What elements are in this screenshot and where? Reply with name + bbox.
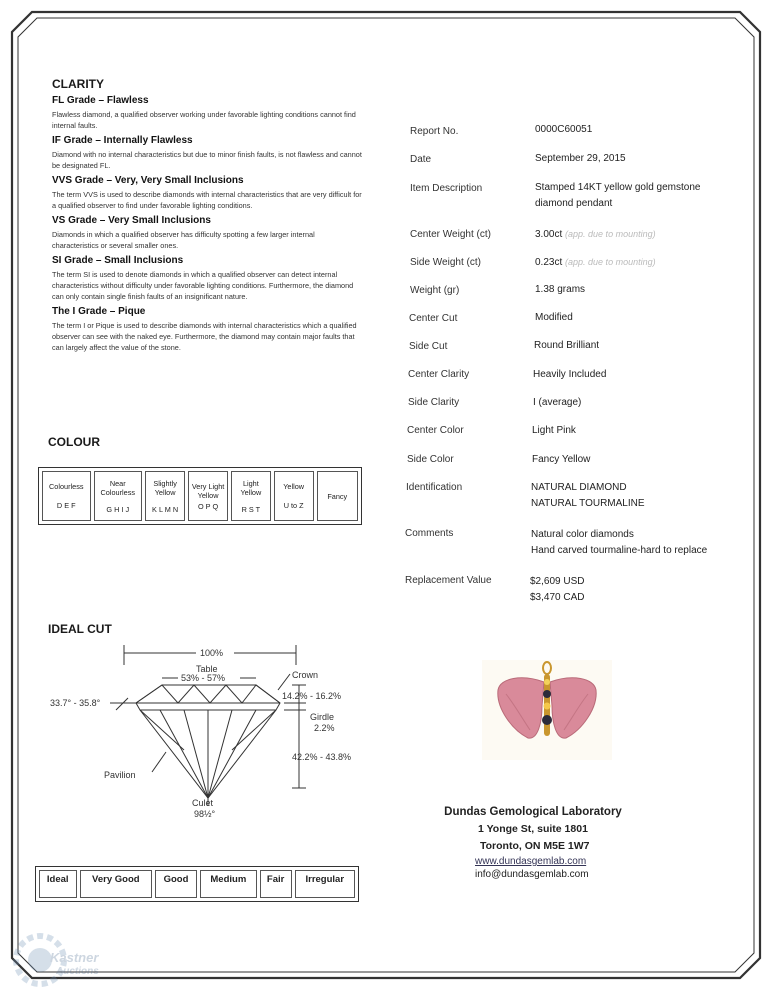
grade-vvs [52, 175, 362, 211]
cut-grade-fair: Fair [260, 870, 292, 898]
colour-name: Colourless [49, 482, 84, 491]
report-label: Center Color [407, 425, 464, 436]
watermark-line2: Auctions [56, 966, 99, 977]
diagram-girdle-label: Girdle [310, 712, 335, 722]
lab-info [428, 806, 638, 880]
grade-desc: The term I or Pique is used to describe diamonds with internal characteristics which a qualified observer can see with the naked eye. Furthermore, the diamond may contain major faults that can largely affect the value of the stone. [52, 321, 357, 352]
report-value-multiline [530, 574, 584, 606]
colour-name: Fancy [327, 491, 348, 501]
grade-title: The I Grade – Pique [52, 306, 146, 317]
grade-vs [52, 215, 362, 251]
colour-grades: G H I J [106, 504, 130, 514]
report-value-with-note [535, 226, 656, 243]
colour-heading: COLOUR [48, 435, 100, 449]
diagram-table-label: Table [196, 664, 218, 674]
diagram-culet-value: 98½° [194, 809, 216, 819]
colour-cell-fancy [317, 471, 358, 521]
report-label: Side Cut [409, 341, 448, 352]
grade-title: VS Grade – Very Small Inclusions [52, 215, 211, 226]
auction-watermark [10, 928, 120, 994]
diagram-crown-label: Crown [292, 670, 319, 680]
report-label: Side Clarity [408, 397, 460, 408]
cut-grade-good: Good [155, 870, 197, 898]
pendant-image [482, 660, 612, 760]
grade-desc: Diamond with no internal characteristics but due to minor finish faults, is not flawless and cannot be designated FL. [52, 150, 362, 170]
grade-title: IF Grade – Internally Flawless [52, 135, 193, 146]
report-label: Comments [405, 528, 454, 539]
diamond-cut-diagram [40, 640, 370, 825]
grade-if [52, 135, 362, 171]
report-label: Side Weight (ct) [410, 257, 481, 268]
report-label: Center Clarity [408, 369, 470, 380]
colour-grades: O P Q [197, 501, 219, 511]
report-value: Stamped 14KT yellow gold gemstone diamond pendant [535, 182, 701, 209]
diagram-culet-label: Culet [192, 798, 214, 808]
diagram-girdle-value: 2.2% [314, 723, 335, 733]
report-value: NATURAL TOURMALINE [531, 498, 645, 509]
colour-cell-very-light-yellow [188, 471, 228, 521]
report-label: Weight (gr) [410, 285, 460, 296]
lab-address-line1: 1 Yonge St, suite 1801 [478, 823, 588, 835]
report-value: Heavily Included [533, 369, 607, 380]
grade-desc: Flawless diamond, a qualified observer working under favorable lighting conditions cannot find internal faults. [52, 110, 356, 130]
report-label: Center Cut [409, 313, 458, 324]
watermark-line1: Kastner [50, 950, 99, 965]
report-value: Hand carved tourmaline-hard to replace [531, 545, 708, 556]
grade-title: FL Grade – Flawless [52, 95, 149, 106]
lab-email: info@dundasgemlab.com [475, 869, 589, 880]
report-value: Natural color diamonds [531, 529, 634, 540]
report-label: Report No. [410, 126, 459, 137]
report-label: Date [410, 154, 432, 165]
colour-grades: D E F [56, 501, 76, 510]
report-value: 1.38 grams [535, 284, 586, 295]
lab-website-link[interactable]: www.dundasgemlab.com [475, 856, 587, 867]
cut-grade-very-good: Very Good [80, 870, 153, 898]
colour-cell-light-yellow [231, 471, 271, 521]
report-value: $2,609 USD [530, 576, 585, 587]
report-value: Light Pink [532, 425, 576, 436]
report-label: Side Color [407, 454, 454, 465]
report-value: 0000C60051 [535, 124, 593, 135]
report-value-multiline [531, 527, 707, 559]
grade-desc: The term SI is used to denote diamonds in which a qualified observer can detect internal characteristics without difficulty under favorable lighting conditions. Furthermore, the diamond can only contain single finish faults of an insignificant nature. [52, 270, 354, 301]
colour-grades: K L M N [152, 504, 179, 514]
grade-desc: Diamonds in which a qualified observer has difficulty spotting a few larger internal characteristics or several smaller ones. [52, 230, 315, 250]
colour-name: Very Light Yellow [191, 481, 225, 500]
ideal-cut-heading: IDEAL CUT [48, 622, 112, 636]
colour-name: Near Colourless [100, 478, 136, 497]
report-note: (app. due to mounting) [565, 229, 656, 239]
colour-name: Light Yellow [240, 478, 262, 497]
colour-cell-yellow [274, 471, 314, 521]
report-value-multiline [531, 480, 645, 512]
grade-desc: The term VVS is used to describe diamonds with internal characteristics that are very difficult for a qualified observer to find under favorable lighting conditions. [52, 190, 362, 210]
diagram-pavilion-label: Pavilion [104, 770, 136, 780]
report-value: Modified [535, 312, 573, 323]
colour-name: Yellow [283, 482, 305, 491]
report-label: Center Weight (ct) [410, 229, 491, 240]
colour-cell-slightly-yellow [145, 471, 185, 521]
cut-grade-medium: Medium [200, 870, 257, 898]
diagram-table-range: 53% - 57% [181, 673, 226, 683]
lab-name: Dundas Gemological Laboratory [444, 806, 622, 818]
colour-scale-table [38, 467, 362, 525]
report-value: September 29, 2015 [535, 153, 626, 164]
colour-cell-colourless [42, 471, 91, 521]
report-note: (app. due to mounting) [565, 257, 656, 267]
report-value: 3.00ct [535, 229, 563, 240]
report-label: Replacement Value [405, 575, 492, 586]
grade-fl [52, 95, 362, 131]
report-value: Fancy Yellow [532, 454, 591, 465]
diagram-total-label: 100% [200, 648, 224, 658]
diagram-crown-angle: 33.7° - 35.8° [50, 698, 101, 708]
grade-i [52, 306, 362, 353]
colour-grades: U to Z [283, 501, 304, 510]
report-label: Identification [406, 482, 463, 493]
report-value: Round Brilliant [534, 340, 600, 351]
report-value-with-note [535, 254, 656, 271]
grade-si [52, 255, 362, 302]
report-value: NATURAL DIAMOND [531, 482, 627, 493]
diagram-crown-height: 14.2% - 16.2% [282, 691, 342, 701]
lab-address-line2: Toronto, ON M5E 1W7 [480, 840, 590, 852]
grade-title: VVS Grade – Very, Very Small Inclusions [52, 175, 244, 186]
colour-cell-near-colourless [94, 471, 143, 521]
report-value: I (average) [533, 397, 582, 408]
cut-grade-table [35, 866, 359, 902]
grade-title: SI Grade – Small Inclusions [52, 255, 184, 266]
clarity-grades [52, 95, 362, 353]
cut-grade-ideal: Ideal [39, 870, 77, 898]
colour-grades: R S T [241, 504, 261, 514]
cut-grade-irregular: Irregular [295, 870, 355, 898]
report-value: $3,470 CAD [530, 592, 585, 603]
report-label: Item Description [410, 183, 483, 194]
diagram-pavilion-depth: 42.2% - 43.8% [292, 752, 352, 762]
colour-name: Slightly Yellow [153, 478, 177, 497]
clarity-heading: CLARITY [52, 77, 104, 91]
report-value: 0.23ct [535, 257, 563, 268]
